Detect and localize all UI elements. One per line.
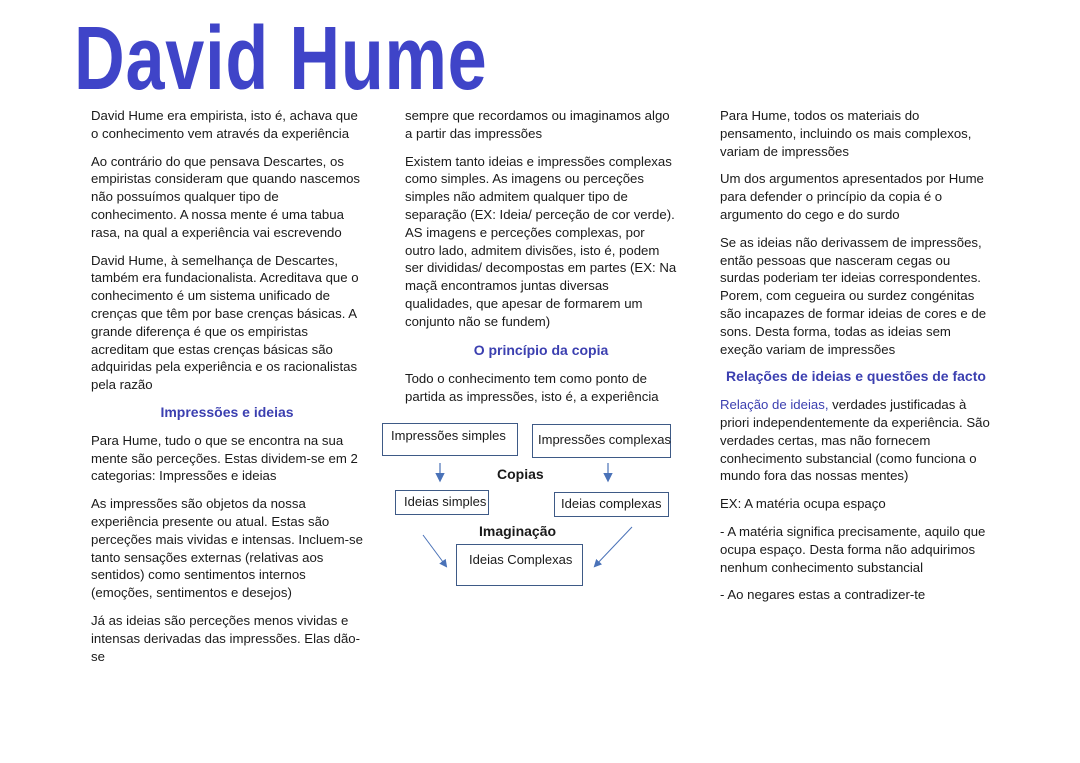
paragraph-text: verdades justificadas à priori independentemente da experiência. São verdades certas, mas não fornecem conhecimento substancial (como funciona o mundo fora das nossas mentes) (720, 397, 990, 484)
paragraph: Ao contrário do que pensava Descartes, os empiristas consideram que quando nascemos não possuímos qualquer tipo de conhecimento. A nossa mente é uma tabua rasa, na qual a experiência vai escrevendo (91, 153, 361, 240)
arrow-diagonal-icon (595, 527, 632, 566)
label-copias: Copias (497, 466, 544, 482)
box-impressoes-complexas: Impressões complexas (532, 424, 671, 458)
paragraph: Um dos argumentos apresentados por Hume para defender o princípio da copia é o argumento do cego e do surdo (720, 171, 984, 222)
paragraph: Já as ideias são perceções menos vividas e intensas derivadas das impressões. Elas dão-se (91, 612, 361, 664)
paragraph (720, 396, 992, 485)
paragraph: David Hume era empirista, isto é, achava que o conhecimento vem através da experiência (91, 108, 358, 141)
paragraph: sempre que recordamos ou imaginamos algo a partir das impressões (405, 108, 670, 141)
paragraph: Para Hume, todos os materiais do pensamento, incluindo os mais complexos, variam de impressões (720, 108, 972, 159)
paragraph: David Hume, à semelhança de Descartes, também era fundacionalista. Acreditava que o conhecimento é um sistema unificado de crenças que têm por base crenças básicas. A grande diferença é que os empiristas acreditam que estas crenças básicas são adquiridas pela experiência e os racionalistas pela razão (91, 252, 359, 393)
column-2 (405, 107, 677, 341)
paragraph: EX: A matéria ocupa espaço (720, 496, 886, 512)
box-ideias-complexas: Ideias complexas (554, 492, 669, 517)
column-2-lower (405, 338, 677, 415)
paragraph: - A matéria significa precisamente, aquilo que ocupa espaço. Desta forma não adquirimos nenhum conhecimento substancial (720, 523, 986, 575)
box-ideias-simples: Ideias simples (395, 490, 489, 515)
box-impressoes-simples: Impressões simples (382, 423, 518, 456)
section-heading: Relações de ideias e questões de facto (726, 368, 986, 385)
arrow-diagonal-icon (423, 535, 446, 566)
paragraph: Para Hume, tudo o que se encontra na sua mente são perceções. Estas dividem-se em 2 categorias: Impressões e ideias (91, 432, 358, 484)
column-1 (91, 107, 363, 675)
paragraph: Existem tanto ideias e impressões complexas como simples. As imagens ou perceções simples não admitem qualquer tipo de separação (EX: Ideia/ perceção de cor verde). AS imagens e perceções complexas, por outro lado, admitem divisões, isto é, podem ser divididas/ decompostas em partes (EX: Na maçã encontramos juntas diversas qualidades, que apesar de formarem um conjunto não se fundem) (405, 153, 677, 329)
paragraph: Se as ideias não derivassem de impressões, então pessoas que nasceram cegas ou surdas poderiam ter ideias correspondentes. Porem, com cegueira ou surdez congénitas são incapazes de formar ideias de cores e de sons. Desta forma, todas as ideias sem exeção variam de impressões (720, 234, 987, 357)
paragraph: Todo o conhecimento tem como ponto de partida as impressões, isto é, a experiência (405, 370, 659, 404)
label-imaginacao: Imaginação (479, 523, 557, 539)
paragraph: - Ao negares estas a contradizer-te (720, 587, 926, 603)
paragraph: As impressões são objetos da nossa experiência presente ou atual. Estas são perceções mais vividas e intensas. Incluem-se tanto sensações externas (relativas aos sentidos) como sentimentos internos (emoções, sentimentos e desejos) (91, 496, 363, 601)
highlight-term: Relação de ideias, (720, 397, 829, 413)
section-heading: O princípio da copia (473, 342, 609, 358)
box-ideias-complexas-final: Ideias Complexas (456, 544, 583, 586)
column-3 (720, 107, 992, 614)
page-title: David Hume (74, 9, 488, 109)
section-heading: Impressões e ideias (160, 403, 294, 420)
